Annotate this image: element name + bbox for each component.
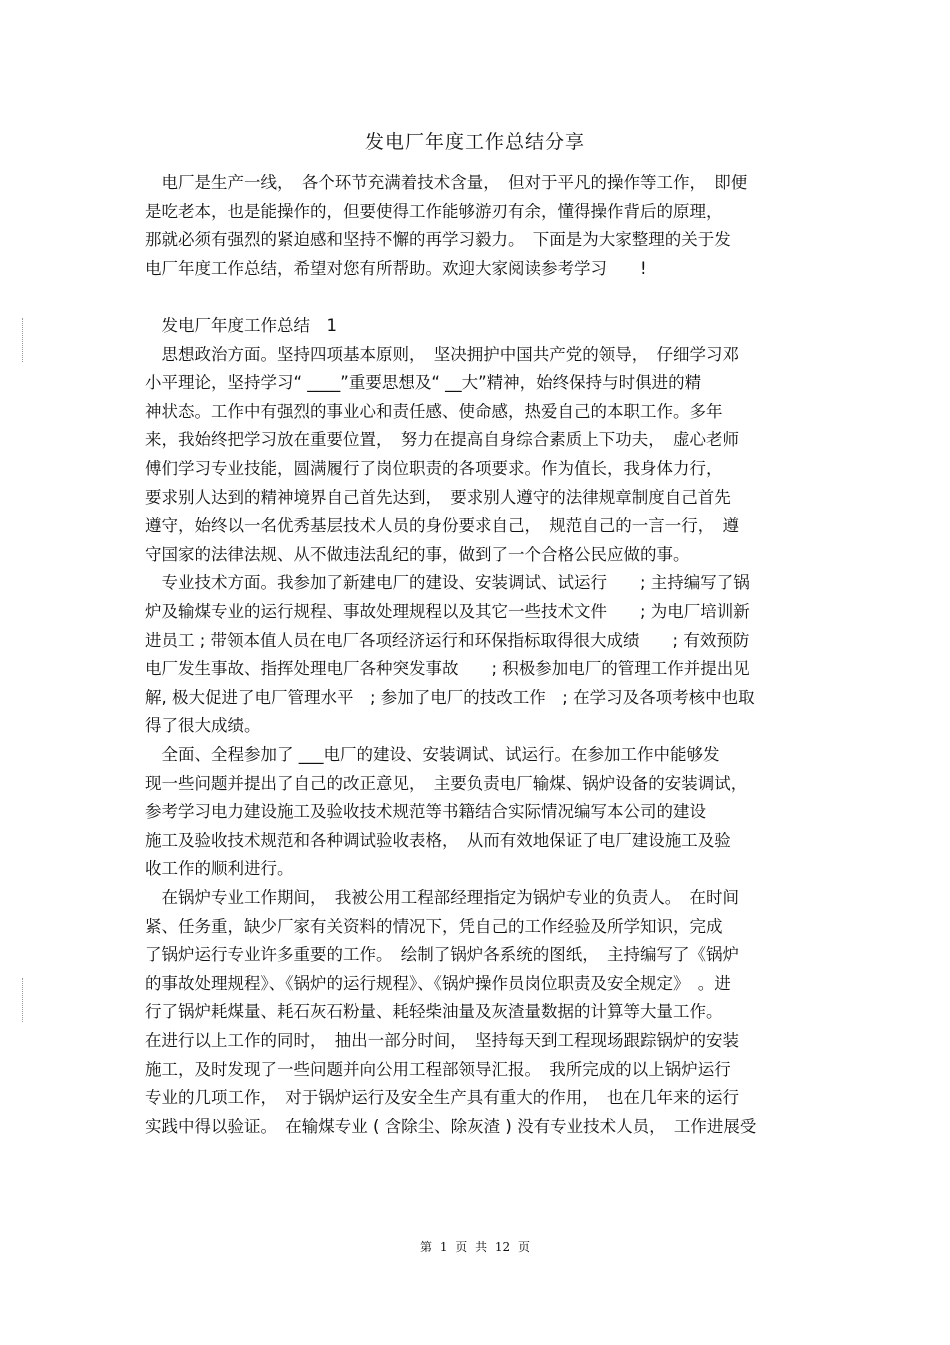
text-line: 行了锅炉耗煤量、耗石灰石粉量、耗轻柴油量及灰渣量数据的计算等大量工作。 bbox=[145, 1002, 723, 1022]
text-line: 在进行以上工作的同时， 抽出一部分时间， 坚持每天到工程现场跟踪锅炉的安装 bbox=[145, 1031, 739, 1050]
text-line: 在锅炉专业工作期间， 我被公用工程部经理指定为锅炉专业的负责人。 在时间 bbox=[145, 888, 739, 907]
text-line: 专业技术方面。我参加了新建电厂的建设、安装调试、试运行 ; 主持编写了锅 bbox=[145, 573, 750, 593]
text-line: 要求别人达到的精神境界自己首先达到， 要求别人遵守的法律规章制度自己首先 bbox=[145, 487, 731, 507]
text-line: 进员工 ; 带领本值人员在电厂各项经济运行和环保指标取得很大成绩 ; 有效预防 bbox=[145, 630, 750, 650]
text-line: 电厂年度工作总结，希望对您有所帮助。欢迎大家阅读参考学习 ! bbox=[145, 258, 647, 278]
text-line: 那就必须有强烈的紧迫感和坚持不懈的再学习毅力。 下面是为大家整理的关于发 bbox=[145, 230, 731, 250]
binding-margin-mark-top bbox=[22, 318, 24, 362]
text-line: 的事故处理规程》、《锅炉的运行规程》、《锅炉操作员岗位职责及安全规定》 。进 bbox=[145, 973, 731, 993]
text-line: 是吃老本，也是能操作的，但要使得工作能够游刃有余，懂得操作背后的原理， bbox=[145, 201, 723, 221]
binding-margin-mark-bottom bbox=[22, 978, 24, 1022]
text-line: 神状态。工作中有强烈的事业心和责任感、使命感，热爱自己的本职工作。多年 bbox=[145, 401, 723, 421]
page-footer: 第 1 页 共 12 页 bbox=[420, 1240, 530, 1254]
text-line: 思想政治方面。坚持四项基本原则， 坚决拥护中国共产党的领导， 仔细学习邓 bbox=[145, 344, 739, 364]
text-line: 了锅炉运行专业许多重要的工作。 绘制了锅炉各系统的图纸， 主持编写了《锅炉 bbox=[145, 945, 739, 965]
text-line: 发电厂年度工作总结 1 bbox=[145, 316, 337, 335]
text-line: 小平理论，坚持学习“ ____”重要思想及“ __大”精神，始终保持与时俱进的精 bbox=[145, 373, 702, 393]
text-line: 参考学习电力建设施工及验收技术规范等书籍结合实际情况编写本公司的建设 bbox=[145, 802, 706, 822]
text-line: 炉及输煤专业的运行规程、事故处理规程以及其它一些技术文件 ; 为电厂培训新 bbox=[145, 602, 750, 621]
text-line: 全面、全程参加了 ___电厂的建设、安装调试、试运行。在参加工作中能够发 bbox=[145, 745, 720, 764]
text-line: 电厂是生产一线， 各个环节充满着技术含量， 但对于平凡的操作等工作， 即便 bbox=[145, 173, 748, 192]
text-line: 解, 极大促进了电厂管理水平 ; 参加了电厂的技改工作 ; 在学习及各项考核中也取 bbox=[145, 687, 755, 707]
text-line: 来，我始终把学习放在重要位置， 努力在提高自身综合素质上下功夫， 虚心老师 bbox=[145, 430, 739, 450]
text-line: 专业的几项工作， 对于锅炉运行及安全生产具有重大的作用， 也在几年来的运行 bbox=[145, 1088, 739, 1108]
text-line: 得了很大成绩。 bbox=[145, 716, 261, 736]
text-line: 施工，及时发现了一些问题并向公用工程部领导汇报。 我所完成的以上锅炉运行 bbox=[145, 1059, 731, 1079]
text-line: 施工及验收技术规范和各种调试验收表格， 从而有效地保证了电厂建设施工及验 bbox=[145, 830, 731, 850]
text-line: 紧、任务重，缺少厂家有关资料的情况下，凭自己的工作经验及所学知识，完成 bbox=[145, 916, 723, 936]
text-line: 收工作的顺利进行。 bbox=[145, 859, 294, 879]
text-line: 现一些问题并提出了自己的改正意见， 主要负责电厂输煤、锅炉设备的安装调试， bbox=[145, 773, 748, 793]
text-line: 傅们学习专业技能，圆满履行了岗位职责的各项要求。作为值长，我身体力行， bbox=[145, 459, 723, 478]
document-title: 发电厂年度工作总结分享 bbox=[364, 131, 585, 153]
text-line: 电厂发生事故、指挥处理电厂各种突发事故 ; 积极参加电厂的管理工作并提出见 bbox=[145, 659, 750, 679]
text-line: 实践中得以验证。 在输煤专业 ( 含除尘、除灰渣 ) 没有专业技术人员， 工作进展受 bbox=[145, 1116, 757, 1136]
text-line: 守国家的法律法规、从不做违法乱纪的事，做到了一个合格公民应做的事。 bbox=[145, 544, 690, 564]
text-line: 遵守，始终以一名优秀基层技术人员的身份要求自己， 规范自己的一言一行， 遵 bbox=[145, 516, 739, 536]
